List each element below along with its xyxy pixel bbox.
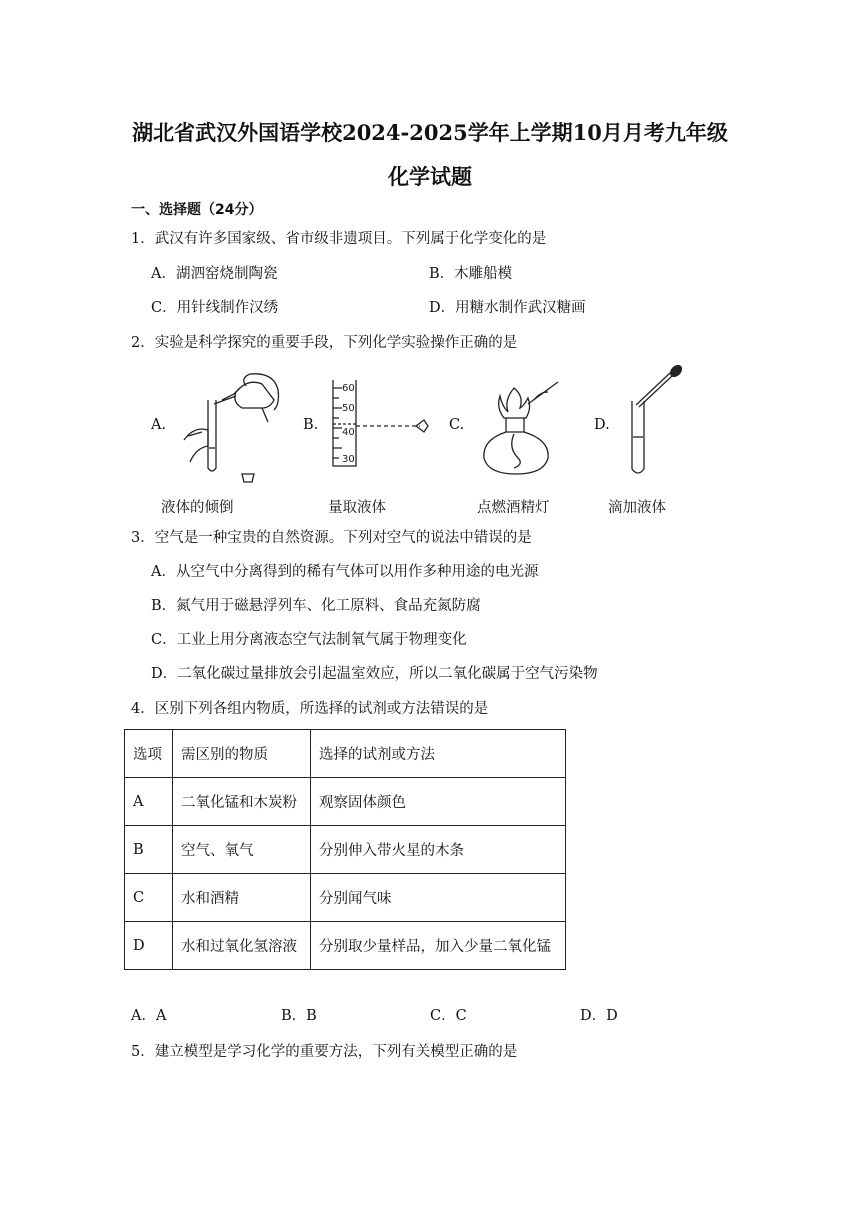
table-cell: A bbox=[125, 778, 173, 826]
q2-option-a[interactable]: A. bbox=[151, 417, 167, 433]
q1-option-d[interactable]: D．用糖水制作武汉糖画 bbox=[429, 300, 586, 316]
q4-option-a[interactable]: A．A bbox=[131, 1008, 167, 1024]
table-row bbox=[125, 922, 566, 970]
table-row bbox=[125, 826, 566, 874]
table-cell: C bbox=[125, 874, 173, 922]
q4-table bbox=[124, 729, 566, 970]
q3-option-b[interactable]: B．氮气用于磁悬浮列车、化工原料、食品充氮防腐 bbox=[151, 598, 481, 614]
q4-stem: 4．区别下列各组内物质，所选择的试剂或方法错误的是 bbox=[131, 701, 489, 717]
q2-option-c[interactable]: C. bbox=[449, 417, 465, 433]
table-row bbox=[125, 874, 566, 922]
graduated-cylinder-figure bbox=[330, 376, 440, 470]
q2-stem: 2．实验是科学探究的重要手段，下列化学实验操作正确的是 bbox=[131, 335, 518, 351]
table-cell: 水和酒精 bbox=[173, 874, 311, 922]
table-row bbox=[125, 778, 566, 826]
section-heading: 一、选择题（24分） bbox=[131, 202, 263, 218]
dropper-test-tube-figure bbox=[626, 365, 688, 477]
q3-option-a[interactable]: A．从空气中分离得到的稀有气体可以用作多种用途的电光源 bbox=[151, 564, 539, 580]
table-cell: 空气、氧气 bbox=[173, 826, 311, 874]
q2-caption-d: 滴加液体 bbox=[608, 500, 666, 516]
table-cell: 水和过氧化氢溶液 bbox=[173, 922, 311, 970]
q5-stem: 5．建立模型是学习化学的重要方法，下列有关模型正确的是 bbox=[131, 1044, 518, 1060]
q4-option-c[interactable]: C．C bbox=[430, 1008, 467, 1024]
q1-option-b[interactable]: B．木雕船模 bbox=[429, 266, 513, 282]
q3-option-d[interactable]: D．二氧化碳过量排放会引起温室效应，所以二氧化碳属于空气污染物 bbox=[151, 666, 598, 682]
q3-option-c[interactable]: C．工业上用分离液态空气法制氧气属于物理变化 bbox=[151, 632, 467, 648]
pouring-liquid-figure bbox=[178, 370, 290, 482]
q2-caption-c: 点燃酒精灯 bbox=[477, 500, 550, 516]
q1-option-a[interactable]: A．湖泗窑烧制陶瓷 bbox=[151, 266, 278, 282]
table-cell: D bbox=[125, 922, 173, 970]
table-header-cell: 需区别的物质 bbox=[173, 730, 311, 778]
q2-option-d[interactable]: D. bbox=[594, 417, 610, 433]
q3-stem: 3．空气是一种宝贵的自然资源。下列对空气的说法中错误的是 bbox=[131, 530, 532, 546]
q2-caption-b: 量取液体 bbox=[328, 500, 386, 516]
q2-option-b[interactable]: B. bbox=[303, 417, 319, 433]
table-cell: 二氧化锰和木炭粉 bbox=[173, 778, 311, 826]
table-cell: 分别伸入带火星的木条 bbox=[311, 826, 566, 874]
q4-option-d[interactable]: D．D bbox=[580, 1008, 618, 1024]
q2-caption-a: 液体的倾倒 bbox=[161, 500, 234, 516]
page-title: 湖北省武汉外国语学校2024-2025学年上学期10月月考九年级 bbox=[132, 120, 728, 145]
q1-stem: 1．武汉有许多国家级、省市级非遗项目。下列属于化学变化的是 bbox=[131, 231, 547, 247]
alcohol-lamp-figure bbox=[478, 378, 562, 476]
page-subtitle: 化学试题 bbox=[388, 164, 472, 189]
q1-option-c[interactable]: C．用针线制作汉绣 bbox=[151, 300, 279, 316]
cylinder-tick-50: 50 bbox=[342, 403, 355, 414]
table-cell: 分别闻气味 bbox=[311, 874, 566, 922]
table-header-cell: 选择的试剂或方法 bbox=[311, 730, 566, 778]
q4-option-b[interactable]: B．B bbox=[281, 1008, 317, 1024]
table-cell: 分别取少量样品，加入少量二氧化锰 bbox=[311, 922, 566, 970]
cylinder-tick-30: 30 bbox=[342, 454, 355, 465]
cylinder-tick-60: 60 bbox=[342, 383, 355, 394]
table-header-row bbox=[125, 730, 566, 778]
table-header-cell: 选项 bbox=[125, 730, 173, 778]
table-cell: B bbox=[125, 826, 173, 874]
table-cell: 观察固体颜色 bbox=[311, 778, 566, 826]
cylinder-tick-40: 40 bbox=[342, 427, 355, 438]
